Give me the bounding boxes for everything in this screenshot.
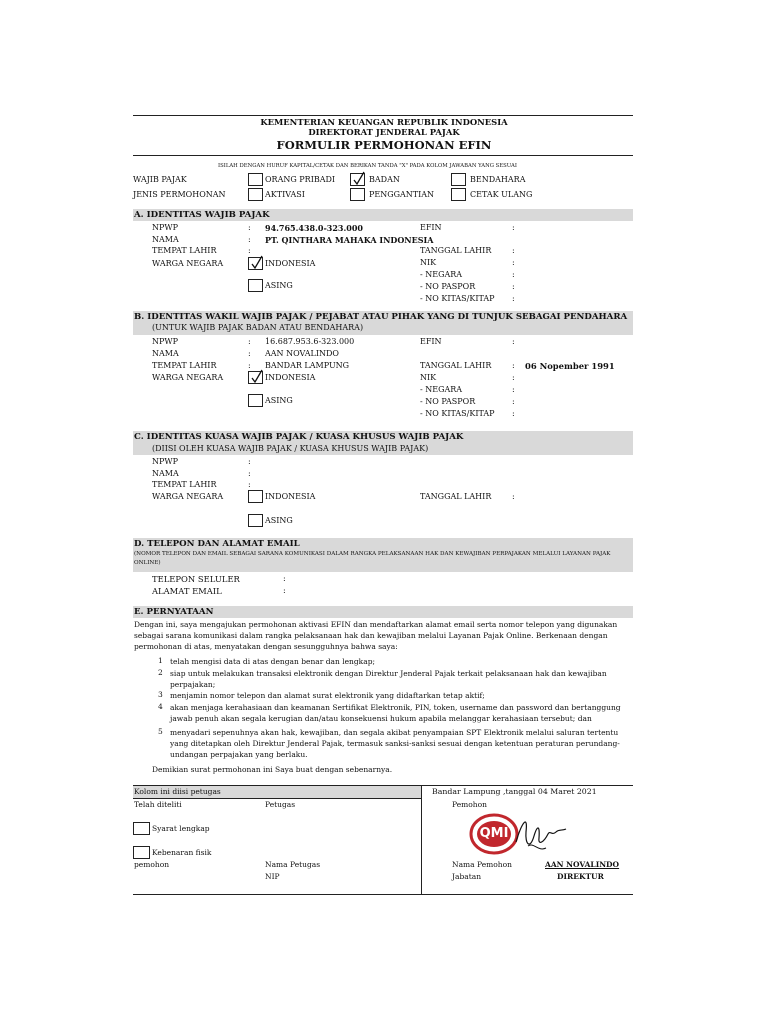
section-d-note: (NOMOR TELEPON DAN EMAIL SEBAGAI SARANA KOMUNIKASI DALAM RANGKA PELAKSANAAN HAK DAN KEWAJIBAN PERPAJAKAN MELALUI LAYANAN PAJAK ONLINE) xyxy=(134,551,611,566)
colon: : xyxy=(248,361,251,370)
section-c-title: C. IDENTITAS KUASA WAJIB PAJAK / KUASA KHUSUS WAJIB PAJAK xyxy=(134,432,464,442)
colon: : xyxy=(512,258,515,267)
badan-label: BADAN xyxy=(369,175,400,184)
closing-statement: Demikian surat permohonan ini Saya buat dengan sebenarnya. xyxy=(152,765,393,774)
b-indonesia-checkbox[interactable] xyxy=(248,371,263,384)
footer-bottom-rule xyxy=(133,894,633,895)
b-no-kitas-label: - NO KITAS/KITAP xyxy=(420,409,495,418)
email-label: ALAMAT EMAIL xyxy=(152,586,222,596)
colon: : xyxy=(248,469,251,478)
aktivasi-label: AKTIVASI xyxy=(265,190,305,199)
b-negara-label: - NEGARA xyxy=(420,385,463,394)
c-asing-label: ASING xyxy=(265,516,293,525)
c-indonesia-label: INDONESIA xyxy=(265,492,316,501)
cetak-ulang-checkbox[interactable] xyxy=(451,188,466,201)
b-nama-label: NAMA xyxy=(152,349,179,358)
a-asing-checkbox[interactable] xyxy=(248,279,263,292)
item-number: 2 xyxy=(158,668,163,677)
b-npwp-value: 16.687.953.6-323.000 xyxy=(265,337,355,346)
colon: : xyxy=(248,480,251,489)
colon: : xyxy=(512,492,515,501)
telah-diteliti: Telah diteliti xyxy=(134,800,182,809)
colon: : xyxy=(512,270,515,279)
c-npwp-label: NPWP xyxy=(152,457,178,466)
section-a-title: A. IDENTITAS WAJIB PAJAK xyxy=(134,210,270,220)
check-mark-icon xyxy=(250,255,264,270)
badan-checkbox[interactable] xyxy=(350,173,365,186)
syarat-lengkap-checkbox[interactable] xyxy=(133,822,150,835)
directorate-name: DIREKTORAT JENDERAL PAJAK xyxy=(308,127,460,137)
aktivasi-checkbox[interactable] xyxy=(248,188,263,201)
kebenaran-fisik-label: Kebenaran fisik xyxy=(152,848,212,857)
section-d-title: D. TELEPON DAN ALAMAT EMAIL xyxy=(134,539,300,549)
check-mark-icon xyxy=(352,171,366,186)
fill-instruction: ISILAH DENGAN HURUF KAPITAL/CETAK DAN BERIKAN TANDA "X" PADA KOLOM JAWABAN YANG SESUAI xyxy=(218,163,517,169)
jenis-permohonan-label: JENIS PERMOHONAN xyxy=(133,190,226,199)
a-asing-label: ASING xyxy=(265,281,293,290)
place-date: Bandar Lampung ,tanggal 04 Maret 2021 xyxy=(432,787,597,796)
nama-pemohon-label: Nama Pemohon xyxy=(452,860,512,869)
item-number: 5 xyxy=(158,727,163,736)
b-asing-checkbox[interactable] xyxy=(248,394,263,407)
colon: : xyxy=(512,361,515,370)
penggantian-label: PENGGANTIAN xyxy=(369,190,435,199)
form-title: FORMULIR PERMOHONAN EFIN xyxy=(276,138,492,152)
a-efin-label: EFIN xyxy=(420,223,442,232)
top-rule xyxy=(133,115,633,116)
b-no-paspor-label: - NO PASPOR xyxy=(420,397,476,406)
signature-icon xyxy=(512,812,568,856)
a-tempat-lahir-label: TEMPAT LAHIR xyxy=(152,246,217,255)
penggantian-checkbox[interactable] xyxy=(350,188,365,201)
a-indonesia-label: INDONESIA xyxy=(265,259,316,268)
colon: : xyxy=(248,246,251,255)
kebenaran-fisik-checkbox[interactable] xyxy=(133,846,150,859)
b-nik-label: NIK xyxy=(420,373,437,382)
a-warga-negara-label: WARGA NEGARA xyxy=(152,259,224,268)
b-tanggal-lahir-value: 06 Nopember 1991 xyxy=(525,361,615,371)
nama-pemohon-value: AAN NOVALINDO xyxy=(545,860,620,869)
nip-label: NIP xyxy=(265,872,280,881)
pernyataan-item: menjamin nomor telepon dan alamat surat elektronik yang didaftarkan tetap aktif; xyxy=(170,691,485,700)
item-number: 1 xyxy=(158,656,163,665)
pemohon-label: Pemohon xyxy=(452,800,487,809)
item-number: 4 xyxy=(158,702,163,711)
footer-divider xyxy=(421,785,422,895)
stamp-text: QMI xyxy=(479,826,509,841)
colon: : xyxy=(512,385,515,394)
b-nama-value: AAN NOVALINDO xyxy=(265,349,339,358)
syarat-lengkap-label: Syarat lengkap xyxy=(152,824,210,833)
b-warga-negara-label: WARGA NEGARA xyxy=(152,373,224,382)
c-tempat-lahir-label: TEMPAT LAHIR xyxy=(152,480,217,489)
colon: : xyxy=(512,294,515,303)
pernyataan-item: siap untuk melakukan transaksi elektronik dengan Direktur Jenderal Pajak terkait pelaksanaan hak dan kewajiban perpajakan; xyxy=(170,669,607,689)
a-nama-value: PT. QINTHARA MAHAKA INDONESIA xyxy=(265,235,434,245)
a-nama-label: NAMA xyxy=(152,235,179,244)
colon: : xyxy=(283,586,286,595)
officer-header-rule xyxy=(133,798,421,799)
bendahara-label: BENDAHARA xyxy=(470,175,526,184)
b-efin-label: EFIN xyxy=(420,337,442,346)
colon: : xyxy=(248,457,251,466)
c-indonesia-checkbox[interactable] xyxy=(248,490,263,503)
a-no-paspor-label: - NO PASPOR xyxy=(420,282,476,291)
pernyataan-item: menyadari sepenuhnya akan hak, kewajiban, dan segala akibat penyampaian SPT Elektronik melalui saluran tertentu yang ditetapkan oleh Direktur Jenderal Pajak, termasuk sanksi-sanksi sesuai dengan ketentuan peraturan perundang-undangan perpajakan yang berlaku. xyxy=(170,728,620,759)
pernyataan-item: akan menjaga kerahasiaan dan keamanan Sertifikat Elektronik, PIN, token, username dan password dan bertanggung jawab penuh akan segala kerugian dan/atau konsekuensi hukum apabila melanggar kerahasiaan tersebut; dan xyxy=(170,703,621,723)
wajib-pajak-label: WAJIB PAJAK xyxy=(133,175,187,184)
pernyataan-intro: Dengan ini, saya mengajukan permohonan aktivasi EFIN dan mendaftarkan alamat email serta nomor telepon yang digunakan sebagai sarana komunikasi dalam rangka pelaksanaan hak dan kewajiban melalui Layanan Pajak Online. Berkenaan dengan permohonan di atas, menyatakan dengan sesungguhnya bahwa saya: xyxy=(134,620,618,651)
colon: : xyxy=(248,337,251,346)
colon: : xyxy=(512,246,515,255)
c-asing-checkbox[interactable] xyxy=(248,514,263,527)
colon: : xyxy=(512,337,515,346)
a-no-kitas-label: - NO KITAS/KITAP xyxy=(420,294,495,303)
a-npwp-label: NPWP xyxy=(152,223,178,232)
b-tempat-lahir-value: BANDAR LAMPUNG xyxy=(265,361,350,370)
orang-pribadi-label: ORANG PRIBADI xyxy=(265,175,336,184)
colon: : xyxy=(512,223,515,232)
section-e-title: E. PERNYATAAN xyxy=(134,607,214,617)
colon: : xyxy=(512,282,515,291)
colon: : xyxy=(248,223,251,232)
bendahara-checkbox[interactable] xyxy=(451,173,466,186)
telepon-label: TELEPON SELULER xyxy=(152,574,240,584)
cetak-ulang-label: CETAK ULANG xyxy=(470,190,533,199)
pernyataan-item: telah mengisi data di atas dengan benar dan lengkap; xyxy=(170,657,376,666)
a-indonesia-checkbox[interactable] xyxy=(248,257,263,270)
b-tanggal-lahir-label: TANGGAL LAHIR xyxy=(420,361,492,370)
title-rule xyxy=(133,155,633,156)
colon: : xyxy=(283,574,286,583)
check-mark-icon xyxy=(250,369,264,384)
section-c-subtitle: (DIISI OLEH KUASA WAJIB PAJAK / KUASA KHUSUS WAJIB PAJAK) xyxy=(152,444,429,453)
colon: : xyxy=(512,373,515,382)
nama-petugas-label: Nama Petugas xyxy=(265,860,321,869)
a-tanggal-lahir-label: TANGGAL LAHIR xyxy=(420,246,492,255)
b-indonesia-label: INDONESIA xyxy=(265,373,316,382)
c-warga-negara-label: WARGA NEGARA xyxy=(152,492,224,501)
officer-header: Kolom ini diisi petugas xyxy=(134,787,221,796)
colon: : xyxy=(512,409,515,418)
jabatan-value: DIREKTUR xyxy=(557,872,604,881)
orang-pribadi-checkbox[interactable] xyxy=(248,173,263,186)
a-negara-label: - NEGARA xyxy=(420,270,463,279)
colon: : xyxy=(248,235,251,244)
colon: : xyxy=(248,349,251,358)
c-nama-label: NAMA xyxy=(152,469,179,478)
section-b-subtitle: (UNTUK WAJIB PAJAK BADAN ATAU BENDAHARA) xyxy=(152,323,364,332)
b-tempat-lahir-label: TEMPAT LAHIR xyxy=(152,361,217,370)
a-npwp-value: 94.765.438.0-323.000 xyxy=(265,223,363,233)
b-asing-label: ASING xyxy=(265,396,293,405)
jabatan-label: Jabatan xyxy=(452,872,482,881)
petugas-label: Petugas xyxy=(265,800,296,809)
c-tanggal-lahir-label: TANGGAL LAHIR xyxy=(420,492,492,501)
ministry-name: KEMENTERIAN KEUANGAN REPUBLIK INDONESIA xyxy=(260,117,508,127)
item-number: 3 xyxy=(158,690,163,699)
b-npwp-label: NPWP xyxy=(152,337,178,346)
section-b-title: B. IDENTITAS WAKIL WAJIB PAJAK / PEJABAT ATAU PIHAK YANG DI TUNJUK SEBAGAI PENDAHARA xyxy=(134,312,628,322)
kebenaran-fisik-label-2: pemohon xyxy=(134,860,170,869)
a-nik-label: NIK xyxy=(420,258,437,267)
colon: : xyxy=(512,397,515,406)
